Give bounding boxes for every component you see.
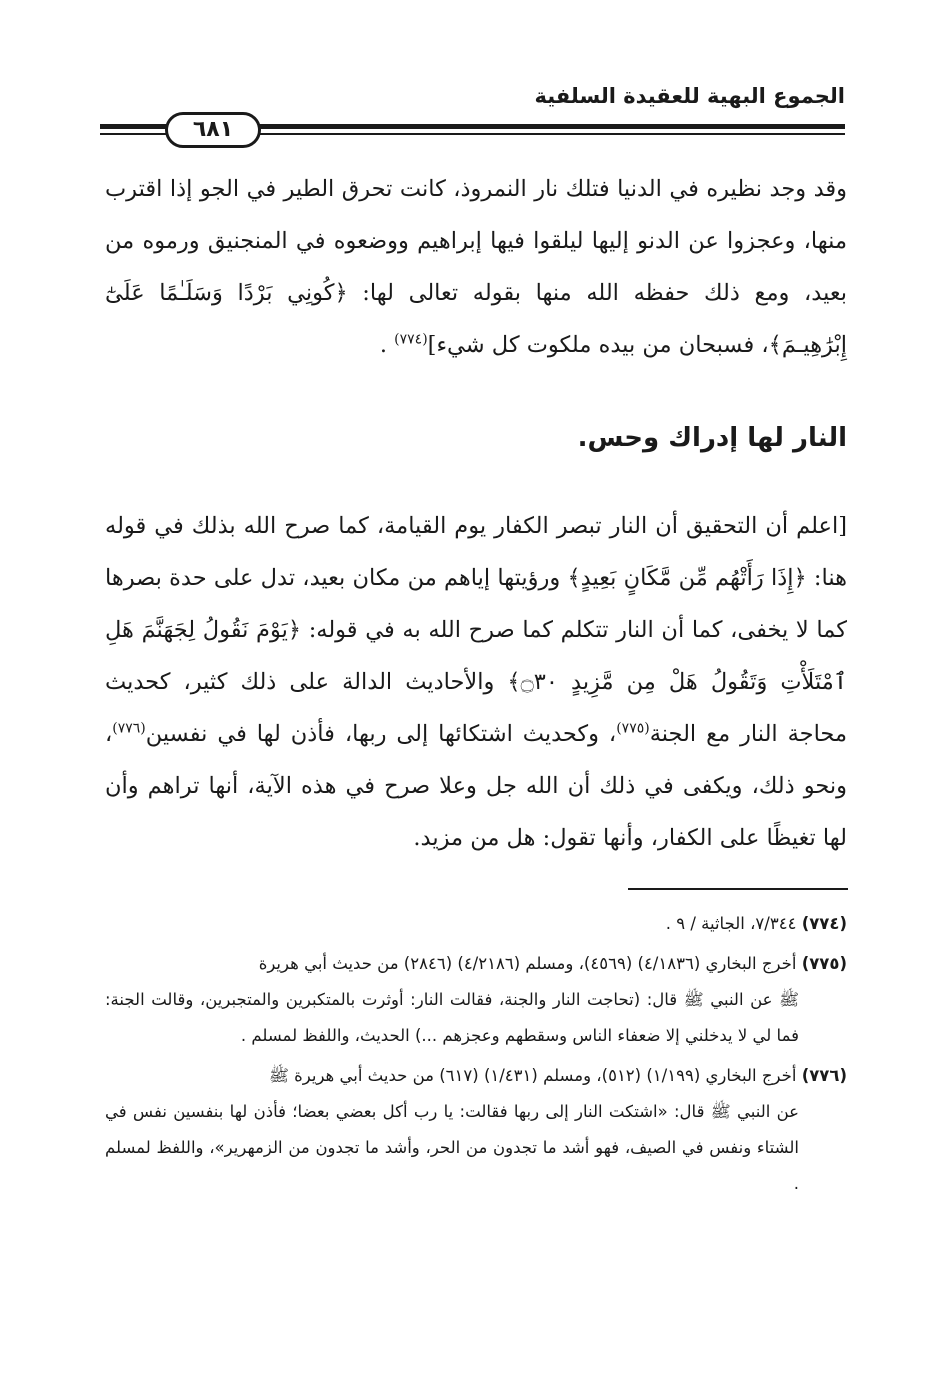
quran-verse-1: ﴿كُونِي بَرْدًا وَسَلَـٰمًا عَلَىٰٓ إِبْرَٰهِيـمَ﴾: [105, 280, 847, 358]
paragraph-2-part-2: ورؤيتها إياهم من مكان بعيد، تدل على حدة بصرها كما لا يخفى، كما أن النار تتكلم كما صرح الله به في قوله:: [105, 565, 848, 643]
paragraph-1-after: ، فسبحان من بيده ملكوت كل شيء]: [427, 332, 769, 358]
footnote-continuation: ﷺ عن النبي ﷺ قال: (تحاجت النار والجنة، فقالت النار: أوثرت بالمتكبرين والمتجبرين، وقالت الجنة: فما لي لا يدخلني إلا ضعفاء الناس وسقطهم وعجزهم ...) الحديث، واللفظ لمسلم .: [105, 990, 799, 1045]
section-heading: النار لها إدراك وحس.: [577, 423, 847, 453]
paragraph-1-text: وقد وجد نظيره في الدنيا فتلك نار النمروذ، كانت تحرق الطير في الجو إذا اقترب منها، وعجزوا عن الدنو إليها ليلقوا فيها إبراهيم ووضعوه في المنجنيق ورموه من بعيد، ومع ذلك حفظه الله منها بقوله تعالى لها:: [105, 176, 847, 306]
paragraph-2-part-4: ، وكحديث اشتكائها إلى ربها، فأذن لها في نفسين: [145, 721, 617, 747]
running-title: الجموع البهية للعقيدة السلفية: [534, 84, 845, 108]
footnote-ref-774[interactable]: (٧٧٤): [394, 331, 428, 348]
footnote-text: أخرج البخاري (١/١٩٩) (٥١٢)، ومسلم (١/٤٣١) (٦١٧) من حديث أبي هريرة ﷺ: [268, 1066, 797, 1085]
quran-verse-3: ﴿يَوْمَ نَقُولُ لِجَهَنَّمَ هَلِ ٱمْتَلَأْتِ وَتَقُولُ هَلْ مِن مَّزِيدٍ ۝٣٠﴾: [105, 617, 848, 695]
footnote-number: (٧٧٤): [801, 914, 847, 933]
paragraph-2-part-3: والأحاديث الدالة على ذلك كثير، كحديث محاجة النار مع الجنة: [105, 669, 847, 747]
paragraph-2-part-5: ، ونحو ذلك، ويكفى في ذلك أن الله جل وعلا صرح في هذه الآية، أنها تراهم وأن لها تغيظًا على الكفار، وأنها تقول: هل من مزيد.: [105, 721, 847, 851]
footnote-774: [105, 906, 847, 942]
footnotes: [105, 906, 847, 1206]
paragraph-1: [105, 163, 847, 371]
paragraph-2: [105, 500, 847, 864]
footnote-776: [105, 1058, 847, 1202]
footnote-number: (٧٧٥): [801, 954, 847, 973]
footnote-continuation: عن النبي ﷺ قال: «اشتكت النار إلى ربها فقالت: يا رب أكل بعضي بعضا؛ فأذن لها بنفسين نفس في الشتاء ونفس في الصيف، فهو أشد ما تجدون من الحر، وأشد ما تجدون من الزمهرير»، واللفظ لمسلم .: [105, 1102, 799, 1193]
page-number-badge: ٦٨١: [165, 112, 261, 148]
footnote-text: أخرج البخاري (٤/١٨٣٦) (٤٥٦٩)، ومسلم (٤/٢١٨٦) (٢٨٤٦) من حديث أبي هريرة: [258, 954, 797, 973]
footnote-number: (٧٧٦): [801, 1066, 847, 1085]
footnote-ref-775[interactable]: (٧٧٥): [616, 720, 650, 737]
footnote-text: ٧/٣٤٤، الجاثية / ٩ .: [665, 914, 797, 933]
footnote-ref-776[interactable]: (٧٧٦): [112, 720, 146, 737]
footnote-775: [105, 946, 847, 1054]
footnote-separator: [628, 888, 848, 890]
paragraph-2-part-1: [اعلم أن التحقيق أن النار تبصر الكفار يوم القيامة، كما صرح الله بذلك في قوله هنا:: [105, 513, 848, 591]
quran-verse-2: ﴿إِذَا رَأَتْهُم مِّن مَّكَانٍ بَعِيدٍ﴾: [567, 565, 807, 591]
paragraph-1-end: .: [379, 332, 395, 358]
